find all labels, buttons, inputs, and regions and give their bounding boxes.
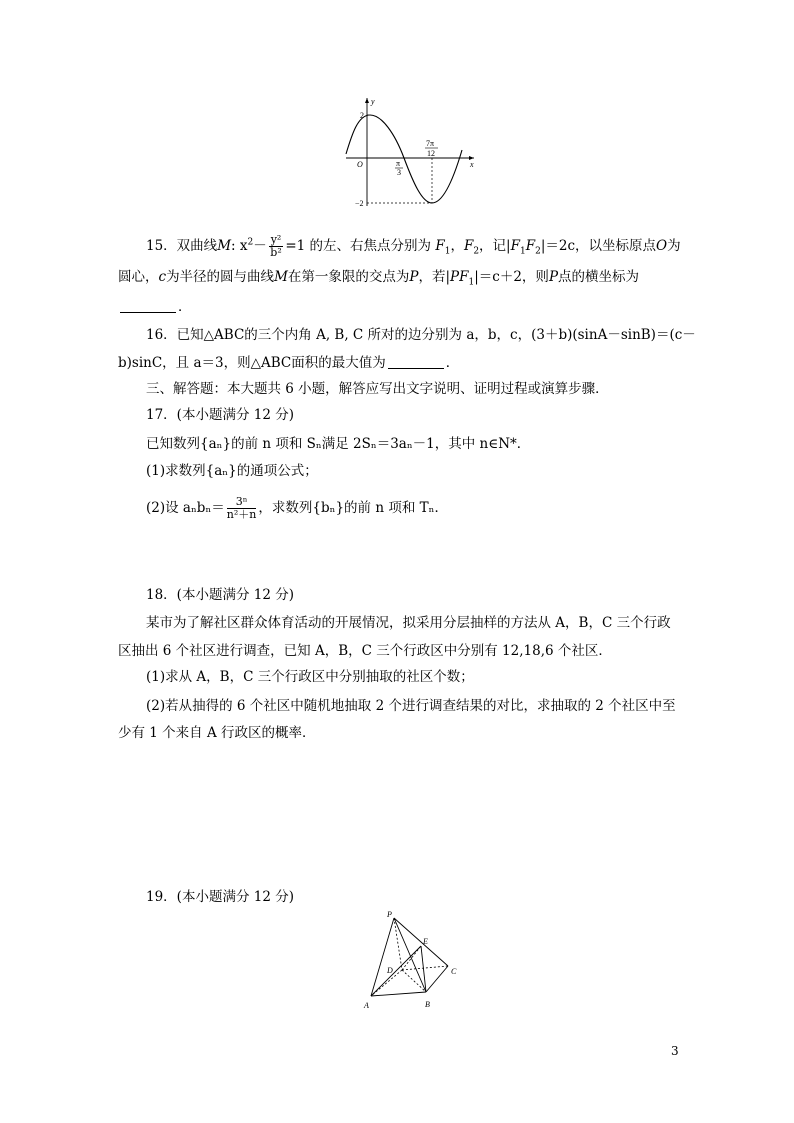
q18-part2b xyxy=(118,724,316,742)
q15-eq-start: : x xyxy=(231,238,248,254)
q15-f1f2-b: F xyxy=(525,238,536,254)
vertex-b-label: B xyxy=(425,1000,430,1009)
q15-l2-m: M xyxy=(274,269,288,285)
y-max-label: 2 xyxy=(360,111,364,120)
q17-header-text: 17．(本小题满分 12 分) xyxy=(146,407,294,423)
q15-frac-den: b² xyxy=(270,246,282,259)
q16-text-end: ． xyxy=(445,355,460,371)
q15-number: 15．双曲线 xyxy=(146,238,218,254)
q15-l2-p: P xyxy=(409,269,419,285)
q18-part2-b-text: 少有 1 个来自 A 行政区的概率． xyxy=(118,725,316,741)
q16-line2 xyxy=(118,354,459,372)
q18-part2-a-text: (2)若从抽得的 6 个社区中随机地抽取 2 个进行调查结果的对比，求抽取的 2 个社区中至 xyxy=(146,698,676,714)
origin-label: O xyxy=(357,160,363,169)
page-number xyxy=(671,1042,679,1060)
q17-frac-num: 3ⁿ xyxy=(227,496,257,509)
q18-header-text: 18．(本小题满分 12 分) xyxy=(146,587,294,603)
page-number-text: 3 xyxy=(671,1044,679,1058)
q15-f2: F xyxy=(463,238,474,254)
q15-curve-name: M xyxy=(217,238,232,254)
vertex-d-label: D xyxy=(387,966,393,975)
q17-header xyxy=(146,406,294,424)
q17-part2-b: ，求数列{bₙ}的前 n 项和 Tₙ． xyxy=(258,500,448,516)
x-tick-7pi12-num: 7π xyxy=(426,139,435,148)
q15-fraction xyxy=(269,234,284,259)
q18-line1 xyxy=(146,614,671,632)
x-tick-pi3-num: π xyxy=(396,159,401,168)
vertex-c-label: C xyxy=(451,967,457,976)
section3-title-text: 三、解答题：本大题共 6 小题，解答应写出文字说明、证明过程或演算步骤． xyxy=(146,381,609,397)
q18-line2-text: 区抽出 6 个社区进行调查，已知 A，B，C 三个行政区中分别有 12,18,6 个社区． xyxy=(118,643,612,659)
q19-header-text: 19．(本小题满分 12 分) xyxy=(146,889,294,905)
vertex-a-label: A xyxy=(364,1001,369,1010)
q15-line2: 圆心，c为半径的圆与曲线M在第一象限的交点为P，若$|PF_1|=c+2$，则P点的横坐标为 xyxy=(118,269,640,288)
q16-text-2: b)sinC，且 a＝3，则△ABC面积的最大值为 xyxy=(118,355,386,371)
q15-l2-f: |＝c＋2，则 xyxy=(474,269,549,285)
q15-frac-num: y² xyxy=(270,233,282,246)
x-tick-7pi12-den: 12 xyxy=(427,149,435,158)
pyramid-figure xyxy=(356,906,466,1014)
q15-l2-e: ，若| xyxy=(418,269,451,285)
q17-frac-den: n²＋n xyxy=(226,508,257,521)
x-axis-label: x xyxy=(470,160,474,169)
q18-line1-text: 某市为了解社区群众体育活动的开展情况，拟采用分层抽样的方法从 A，B，C 三个行政 xyxy=(146,615,671,631)
q17-stem-text: 已知数列{aₙ}的前 n 项和 Sₙ满足 2Sₙ＝3aₙ－1，其中 n∈N*． xyxy=(146,436,531,452)
y-axis-label: y xyxy=(371,97,375,106)
q15-l2-d: 在第一象限的交点为 xyxy=(287,269,410,285)
q15-text-a: ，记| xyxy=(479,238,511,254)
q17-part1 xyxy=(146,462,318,480)
q17-stem xyxy=(146,435,530,453)
q19-header xyxy=(146,888,294,906)
q18-part1 xyxy=(146,668,474,686)
q16-answer-blank[interactable] xyxy=(388,368,444,369)
q15-line3 xyxy=(118,298,192,316)
q15-l3-end: ． xyxy=(178,299,192,315)
q15-text-c: 为 xyxy=(667,238,681,254)
point-e-label: E xyxy=(423,937,428,946)
q17-fraction xyxy=(227,496,257,521)
q15-f1: F xyxy=(435,238,445,254)
q15-l2-c: c xyxy=(158,269,167,285)
q16-line1 xyxy=(146,326,696,344)
q15-text-b: |＝2c，以坐标原点 xyxy=(540,238,657,254)
q15-eq-rest: =1 的左、右焦点分别为 xyxy=(285,238,432,254)
q16-text-1: 16．已知△ABC的三个内角 A, B, C 所对的边分别为 a，b，c，(3＋b)(sinA－sinB)＝(c－ xyxy=(146,327,696,343)
q18-header xyxy=(146,586,294,604)
q15-answer-blank[interactable] xyxy=(120,312,176,313)
q18-line2 xyxy=(118,642,612,660)
q17-part1-text: (1)求数列{aₙ}的通项公式； xyxy=(146,463,318,479)
q15-l2-pf: PF xyxy=(450,269,469,285)
q15-l2-b: 为半径的圆与曲线 xyxy=(166,269,275,285)
q15-l2-g: 点的横坐标为 xyxy=(558,269,640,285)
q18-part2a xyxy=(146,697,676,715)
q15-f1f2-a: F xyxy=(510,238,520,254)
y-min-label: −2 xyxy=(355,199,364,208)
q15-origin: O xyxy=(656,238,668,254)
q15-sep: ， xyxy=(450,238,464,254)
sine-graph-figure xyxy=(340,94,480,214)
x-tick-pi3-den: 3 xyxy=(397,168,401,177)
q15-l2-a: 圆心， xyxy=(118,269,159,285)
q18-part1-text: (1)求从 A，B，C 三个行政区中分别抽取的社区个数； xyxy=(146,669,474,685)
q17-part2 xyxy=(146,496,448,521)
vertex-p-label: P xyxy=(387,910,392,919)
q15-line1: 15．双曲线M: $x^2-$ $\frac{\text{y²}}{\text{b²}}$ =1 的左、右焦点分别为 $F_1$，$F_2$，记$|F_1F_2|=2c$，以坐标原点O为 xyxy=(146,233,681,259)
q17-part2-a: (2)设 aₙbₙ＝ xyxy=(146,500,225,516)
q15-l2-p2: P xyxy=(548,269,559,285)
section3-title xyxy=(146,380,609,398)
